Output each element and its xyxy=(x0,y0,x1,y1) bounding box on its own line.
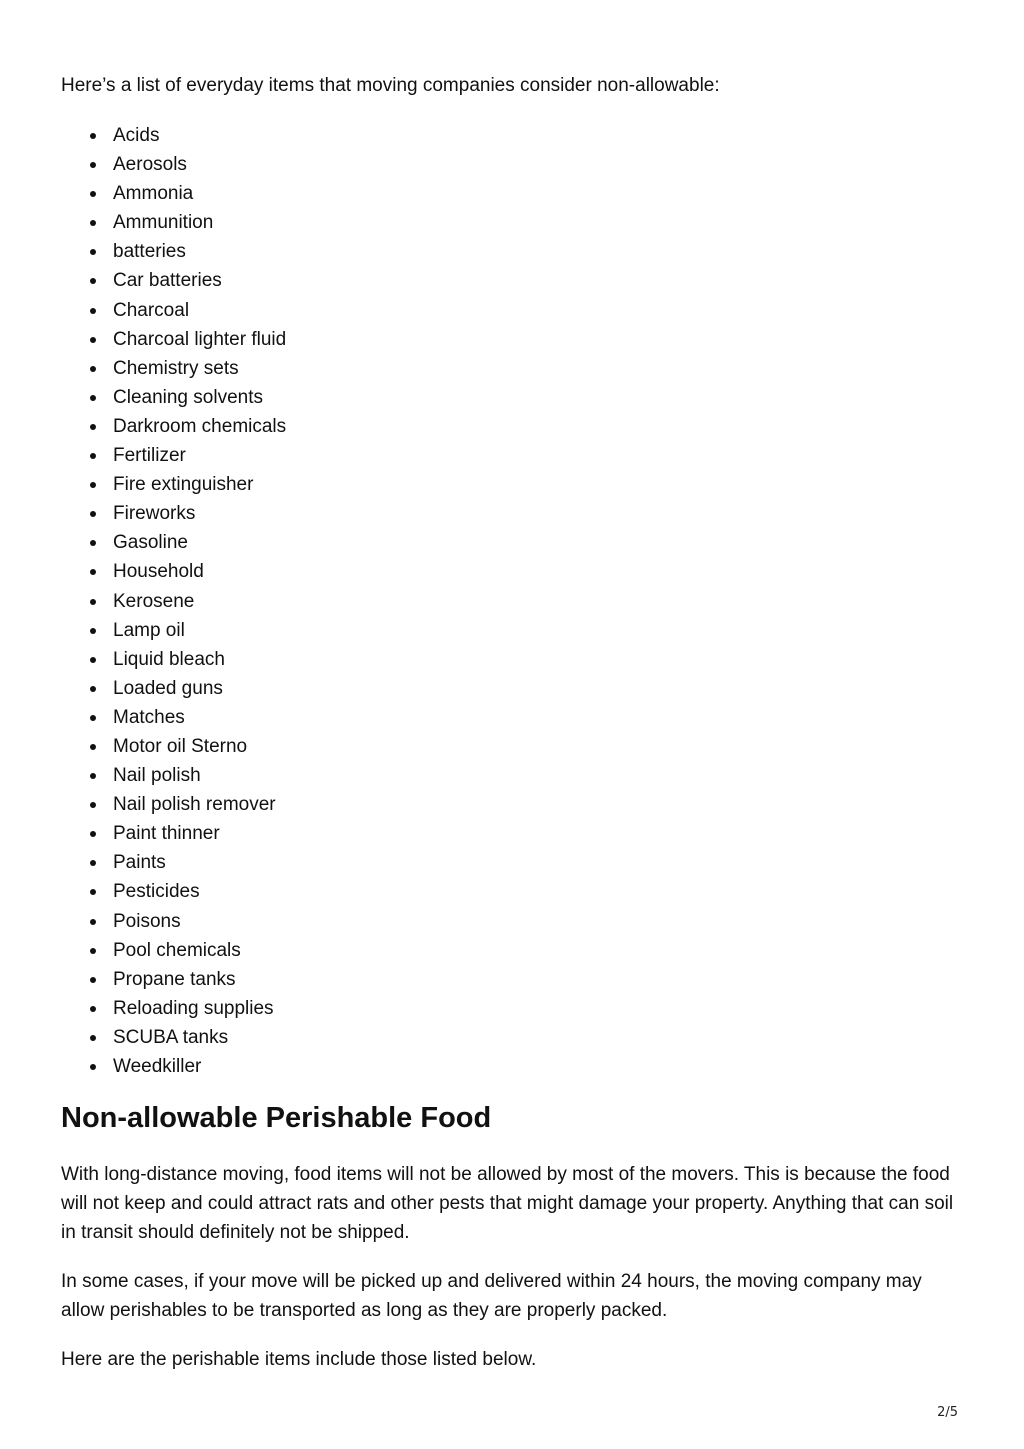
bullet-icon xyxy=(90,686,96,692)
bullet-icon xyxy=(90,831,96,837)
list-item xyxy=(61,936,286,965)
list-item xyxy=(61,616,286,645)
list-item-label: Gasoline xyxy=(113,532,188,554)
list-item xyxy=(61,121,286,150)
list-item xyxy=(61,179,286,208)
list-item xyxy=(61,732,286,761)
list-item-label: batteries xyxy=(113,241,186,263)
bullet-icon xyxy=(90,977,96,983)
list-item xyxy=(61,557,286,586)
list-item xyxy=(61,965,286,994)
list-item xyxy=(61,208,286,237)
list-item xyxy=(61,325,286,354)
bullet-icon xyxy=(90,860,96,866)
bullet-icon xyxy=(90,802,96,808)
non-allowable-items-list xyxy=(61,121,286,1081)
paragraph-3: Here are the perishable items include those listed below. xyxy=(61,1349,537,1370)
page-number: 2/5 xyxy=(937,1405,958,1420)
list-item xyxy=(61,994,286,1023)
list-item xyxy=(61,296,286,325)
bullet-icon xyxy=(90,191,96,197)
bullet-icon xyxy=(90,162,96,168)
list-item-label: Car batteries xyxy=(113,270,222,292)
list-item xyxy=(61,848,286,877)
list-item-label: Pool chemicals xyxy=(113,939,241,961)
list-item xyxy=(61,266,286,295)
list-item-label: Propane tanks xyxy=(113,968,236,990)
list-item-label: Acids xyxy=(113,125,160,146)
list-item-label: Matches xyxy=(113,706,185,728)
bullet-icon xyxy=(90,337,96,343)
list-item xyxy=(61,790,286,819)
bullet-icon xyxy=(90,1035,96,1041)
list-item-label: Ammunition xyxy=(113,212,214,234)
bullet-icon xyxy=(90,278,96,284)
list-item-label: Chemistry sets xyxy=(113,357,239,379)
bullet-icon xyxy=(90,715,96,721)
list-item xyxy=(61,441,286,470)
bullet-icon xyxy=(90,773,96,779)
list-item xyxy=(61,1023,286,1052)
list-item-label: SCUBA tanks xyxy=(113,1026,229,1048)
intro-text: Here’s a list of everyday items that moving companies consider non-allowable: xyxy=(61,75,720,96)
list-item xyxy=(61,587,286,616)
list-item xyxy=(61,412,286,441)
list-item xyxy=(61,761,286,790)
bullet-icon xyxy=(90,744,96,750)
list-item xyxy=(61,645,286,674)
list-item-label: Fertilizer xyxy=(113,445,186,467)
list-item-label: Cleaning solvents xyxy=(113,386,263,408)
bullet-icon xyxy=(90,482,96,488)
list-item-label: Kerosene xyxy=(113,590,195,612)
list-item-label: Poisons xyxy=(113,910,181,932)
list-item-label: Charcoal xyxy=(113,299,190,321)
list-item xyxy=(61,499,286,528)
list-item-label: Lamp oil xyxy=(113,619,185,641)
bullet-icon xyxy=(90,366,96,372)
list-item-label: Loaded guns xyxy=(113,677,223,699)
list-item-label: Liquid bleach xyxy=(113,648,225,670)
list-item-label: Fireworks xyxy=(113,503,196,525)
bullet-icon xyxy=(90,308,96,314)
list-item-label: Paints xyxy=(113,852,166,874)
list-item xyxy=(61,237,286,266)
list-item xyxy=(61,470,286,499)
list-item-label: Weedkiller xyxy=(113,1056,202,1077)
list-item xyxy=(61,819,286,848)
bullet-icon xyxy=(90,569,96,575)
list-item xyxy=(61,877,286,906)
list-item xyxy=(61,907,286,936)
bullet-icon xyxy=(90,628,96,634)
list-item xyxy=(61,528,286,557)
list-item-label: Aerosols xyxy=(113,154,187,176)
paragraph-1: With long-distance moving, food items will not be allowed by most of the movers. This is because the food will not keep and could attract rats and other pests that might damage your property. Anything that can soil in transit should definitely not be shipped. xyxy=(61,1164,954,1243)
bullet-icon xyxy=(90,220,96,226)
list-item-label: Nail polish xyxy=(113,765,201,787)
list-item-label: Household xyxy=(113,561,204,583)
list-item-label: Fire extinguisher xyxy=(113,474,254,496)
bullet-icon xyxy=(90,133,96,139)
list-item-label: Reloading supplies xyxy=(113,997,274,1019)
list-item xyxy=(61,383,286,412)
bullet-icon xyxy=(90,657,96,663)
bullet-icon xyxy=(90,453,96,459)
bullet-icon xyxy=(90,249,96,255)
bullet-icon xyxy=(90,599,96,605)
list-item-label: Nail polish remover xyxy=(113,794,276,816)
bullet-icon xyxy=(90,919,96,925)
bullet-icon xyxy=(90,948,96,954)
list-item xyxy=(61,150,286,179)
list-item xyxy=(61,703,286,732)
bullet-icon xyxy=(90,511,96,517)
list-item-label: Pesticides xyxy=(113,881,200,903)
bullet-icon xyxy=(90,1006,96,1012)
bullet-icon xyxy=(90,395,96,401)
list-item xyxy=(61,674,286,703)
section-heading: Non-allowable Perishable Food xyxy=(61,1102,492,1134)
list-item-label: Charcoal lighter fluid xyxy=(113,328,287,350)
bullet-icon xyxy=(90,540,96,546)
bullet-icon xyxy=(90,889,96,895)
bullet-icon xyxy=(90,1064,96,1070)
list-item-label: Ammonia xyxy=(113,183,194,205)
list-item-label: Motor oil Sterno xyxy=(113,735,248,757)
list-item xyxy=(61,354,286,383)
bullet-icon xyxy=(90,424,96,430)
list-item-label: Darkroom chemicals xyxy=(113,415,287,437)
list-item xyxy=(61,1052,286,1081)
list-item-label: Paint thinner xyxy=(113,823,220,845)
paragraph-2: In some cases, if your move will be picked up and delivered within 24 hours, the moving company may allow perishables to be transported as long as they are properly packed. xyxy=(61,1271,922,1321)
